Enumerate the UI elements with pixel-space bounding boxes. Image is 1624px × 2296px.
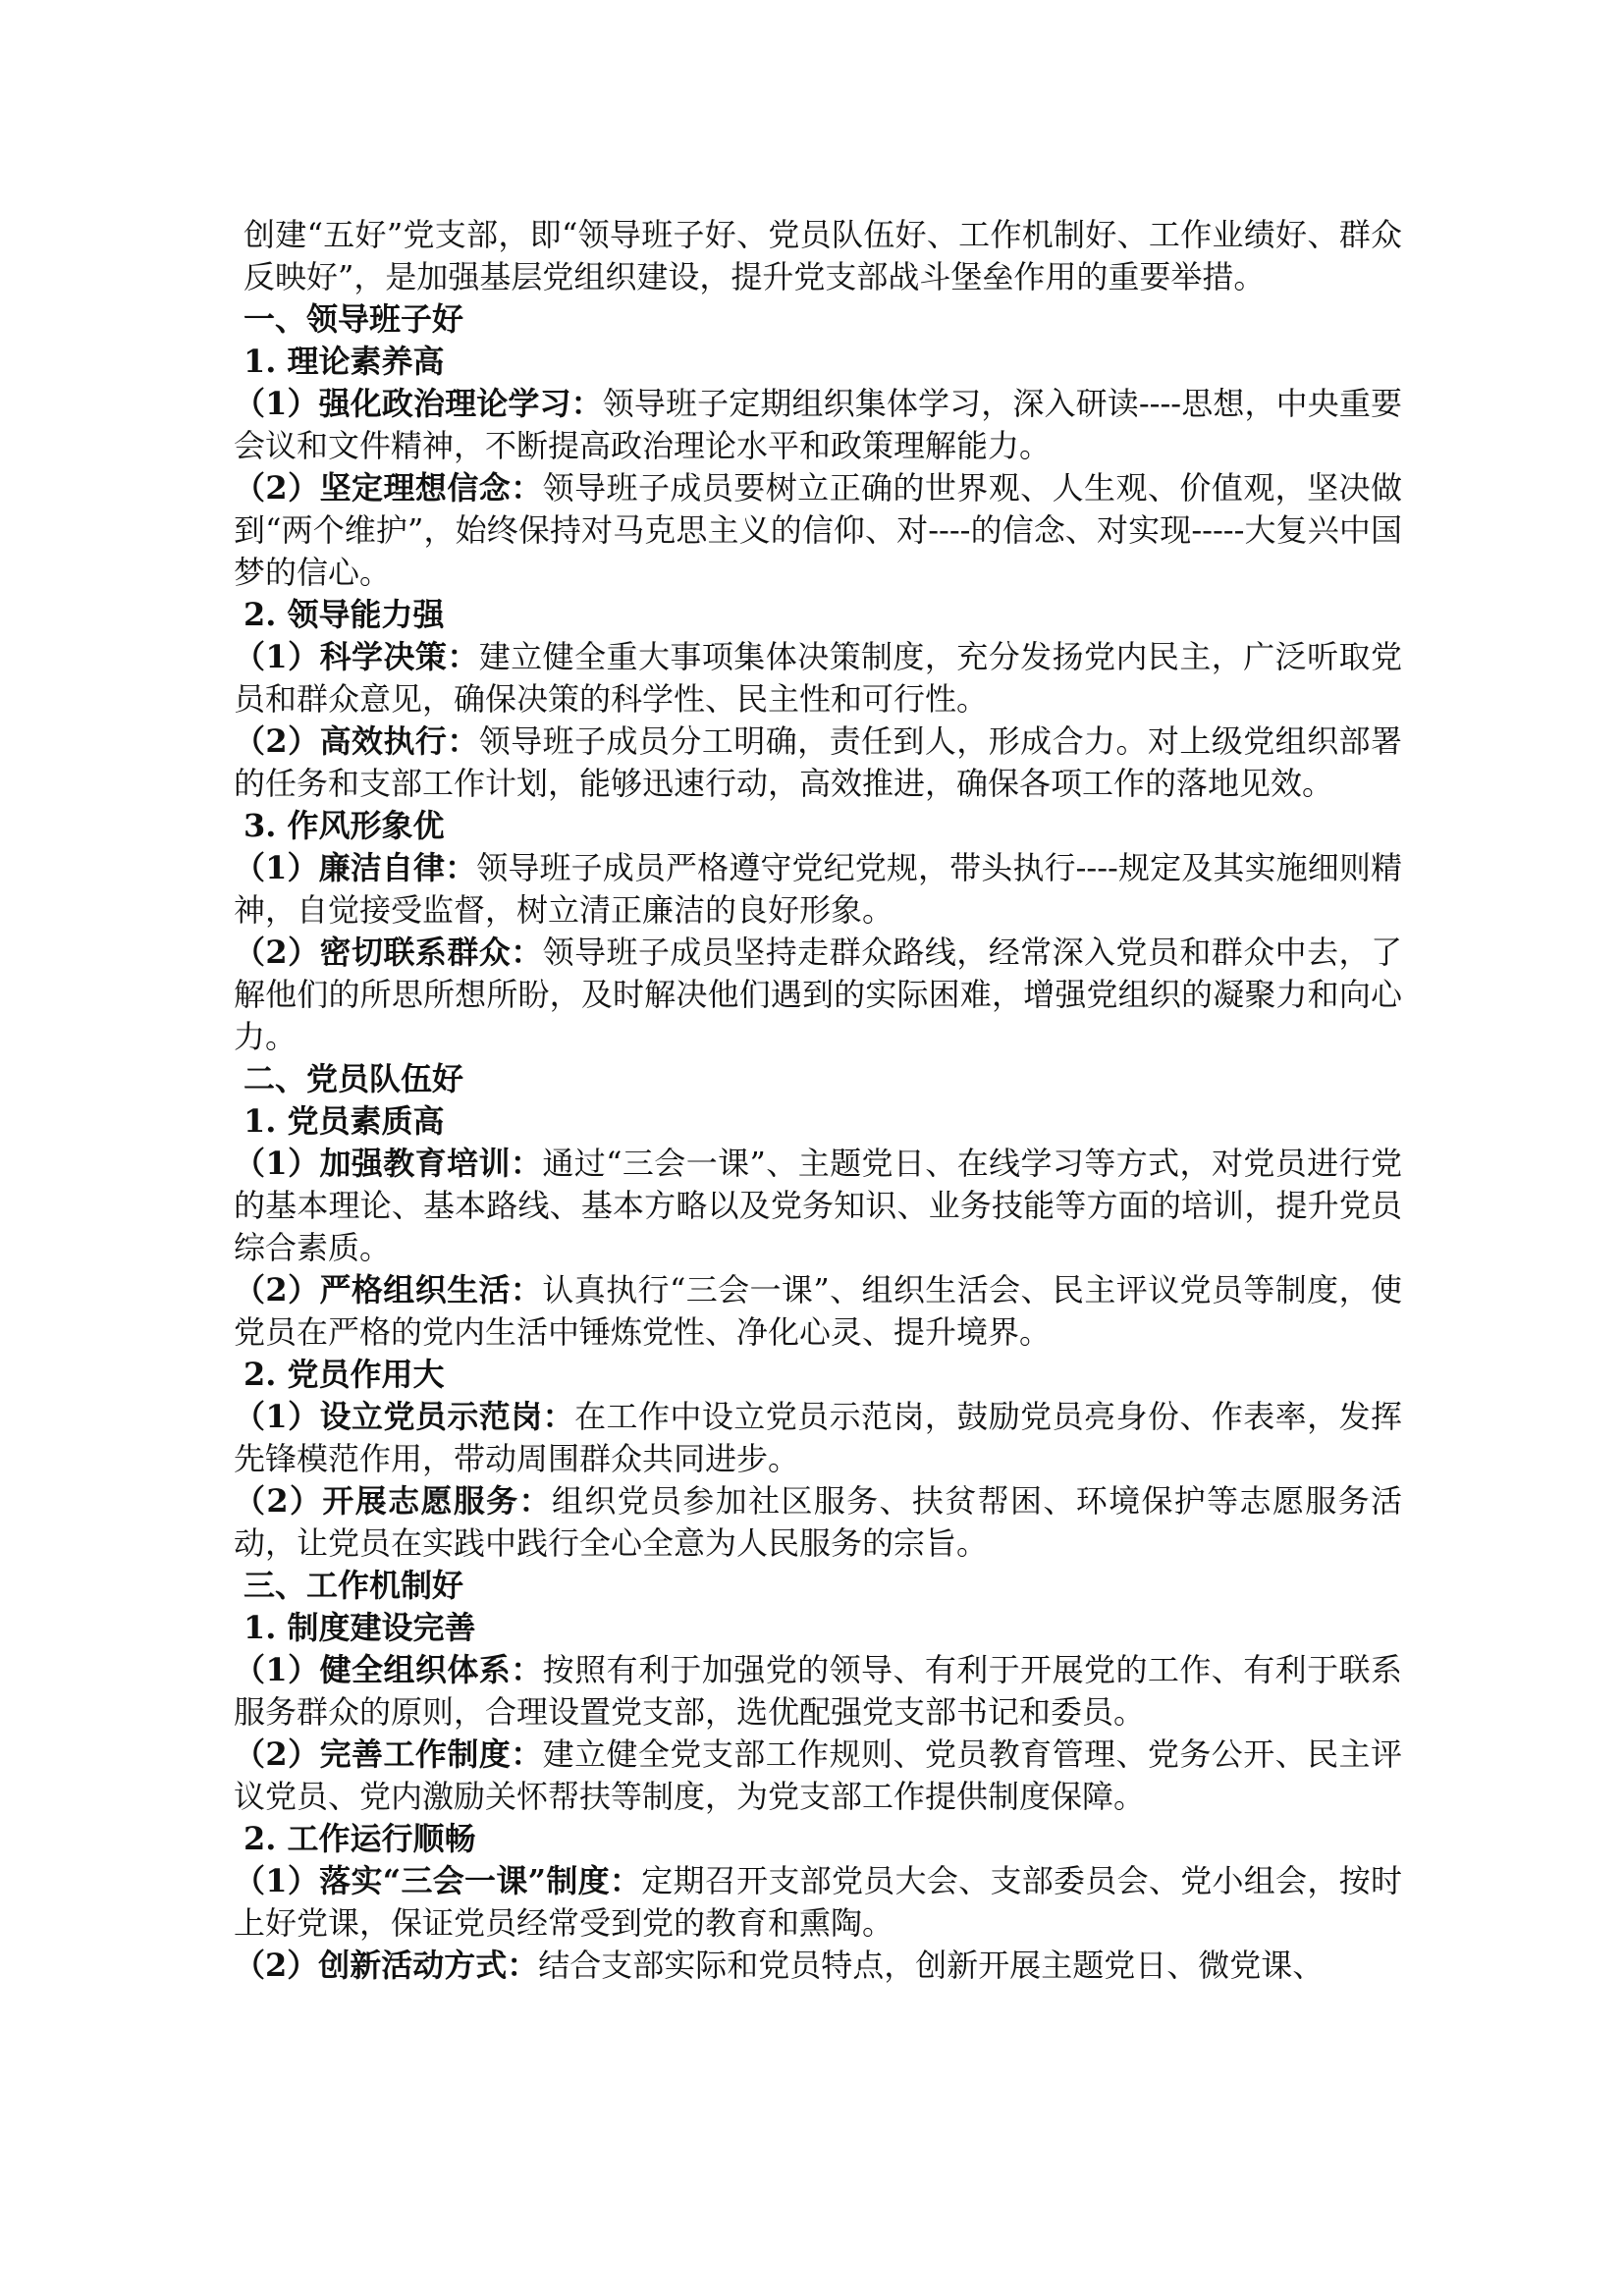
item-body: 领导班子成员坚持走群众路线，经常深入党员和群众中去，了解他们的所思所想所盼，及时解决他们遇到的实际困难，增强党组织的凝聚力和向心力。 xyxy=(234,934,1402,1055)
list-item xyxy=(234,467,1402,594)
list-item xyxy=(234,636,1402,721)
item-lead: （1）科学决策： xyxy=(234,638,479,675)
subsection-heading: 2. 领导能力强 xyxy=(244,596,445,633)
subsection-heading: 3. 作风形象优 xyxy=(244,807,445,844)
item-lead: （1）强化政治理论学习： xyxy=(234,385,603,422)
subsection-heading: 1. 理论素养高 xyxy=(244,343,445,380)
list-item xyxy=(234,1396,1402,1480)
item-body: 领导班子成员严格遵守党纪党规，带头执行----规定及其实施细则精神，自觉接受监督，树立清正廉洁的良好形象。 xyxy=(234,849,1402,929)
item-lead: （1）设立党员示范岗： xyxy=(234,1398,575,1435)
list-item xyxy=(234,1945,1402,1987)
item-lead: （2）坚定理想信念： xyxy=(234,469,543,507)
item-body: 领导班子定期组织集体学习，深入研读----思想，中央重要会议和文件精神，不断提高政治理论水平和政策理解能力。 xyxy=(234,385,1402,464)
item-lead: （1）健全组织体系： xyxy=(234,1651,543,1688)
item-body: 组织党员参加社区服务、扶贫帮困、环境保护等志愿服务活动，让党员在实践中践行全心全意为人民服务的宗旨。 xyxy=(234,1482,1402,1562)
list-item xyxy=(234,383,1402,467)
item-lead: （2）严格组织生活： xyxy=(234,1271,543,1308)
list-item xyxy=(234,1269,1402,1354)
document-body xyxy=(234,214,1402,1987)
intro-paragraph: 创建“五好”党支部，即“领导班子好、党员队伍好、工作机制好、工作业绩好、群众反映好”，是加强基层党组织建设，提升党支部战斗堡垒作用的重要举措。 xyxy=(244,216,1402,295)
item-lead: （2）密切联系群众： xyxy=(234,934,543,971)
item-body: 领导班子成员分工明确，责任到人，形成合力。对上级党组织部署的任务和支部工作计划，能够迅速行动，高效推进，确保各项工作的落地见效。 xyxy=(234,722,1402,802)
subsection-heading: 2. 工作运行顺畅 xyxy=(244,1820,476,1857)
item-lead: （2）完善工作制度： xyxy=(234,1735,543,1773)
section-heading: 二、党员队伍好 xyxy=(244,1060,464,1097)
item-body: 定期召开支部党员大会、支部委员会、党小组会，按时上好党课，保证党员经常受到党的教育和熏陶。 xyxy=(234,1862,1402,1942)
item-body: 通过“三会一课”、主题党日、在线学习等方式，对党员进行党的基本理论、基本路线、基本方略以及党务知识、业务技能等方面的培训，提升党员综合素质。 xyxy=(234,1145,1402,1266)
item-lead: （2）创新活动方式： xyxy=(234,1947,539,1984)
section-heading: 三、工作机制好 xyxy=(244,1567,464,1604)
subsection-heading: 1. 制度建设完善 xyxy=(244,1609,476,1646)
list-item xyxy=(234,1649,1402,1734)
item-body: 认真执行“三会一课”、组织生活会、民主评议党员等制度，使党员在严格的党内生活中锤炼党性、净化心灵、提升境界。 xyxy=(234,1271,1402,1351)
item-body: 建立健全党支部工作规则、党员教育管理、党务公开、民主评议党员、党内激励关怀帮扶等制度，为党支部工作提供制度保障。 xyxy=(234,1735,1402,1815)
list-item xyxy=(234,932,1402,1058)
item-body: 建立健全重大事项集体决策制度，充分发扬党内民主，广泛听取党员和群众意见，确保决策的科学性、民主性和可行性。 xyxy=(234,638,1402,718)
item-lead: （2）高效执行： xyxy=(234,722,479,760)
list-item xyxy=(234,1734,1402,1818)
list-item xyxy=(234,847,1402,932)
item-body: 结合支部实际和党员特点，创新开展主题党日、微党课、 xyxy=(538,1947,1325,1984)
item-lead: （2）开展志愿服务： xyxy=(234,1482,552,1520)
item-lead: （1）落实“三会一课”制度： xyxy=(234,1862,642,1899)
item-body: 在工作中设立党员示范岗，鼓励党员亮身份、作表率，发挥先锋模范作用，带动周围群众共同进步。 xyxy=(234,1398,1402,1477)
item-lead: （1）加强教育培训： xyxy=(234,1145,543,1182)
subsection-heading: 2. 党员作用大 xyxy=(244,1356,445,1393)
list-item xyxy=(234,1143,1402,1269)
list-item xyxy=(234,721,1402,805)
item-body: 按照有利于加强党的领导、有利于开展党的工作、有利于联系服务群众的原则，合理设置党支部，选优配强党支部书记和委员。 xyxy=(234,1651,1402,1731)
list-item xyxy=(234,1480,1402,1565)
item-body: 领导班子成员要树立正确的世界观、人生观、价值观，坚决做到“两个维护”，始终保持对马克思主义的信仰、对----的信念、对实现-----大复兴中国梦的信心。 xyxy=(234,469,1402,591)
subsection-heading: 1. 党员素质高 xyxy=(244,1102,445,1140)
list-item xyxy=(234,1860,1402,1945)
item-lead: （1）廉洁自律： xyxy=(234,849,477,886)
section-heading: 一、领导班子好 xyxy=(244,300,464,338)
